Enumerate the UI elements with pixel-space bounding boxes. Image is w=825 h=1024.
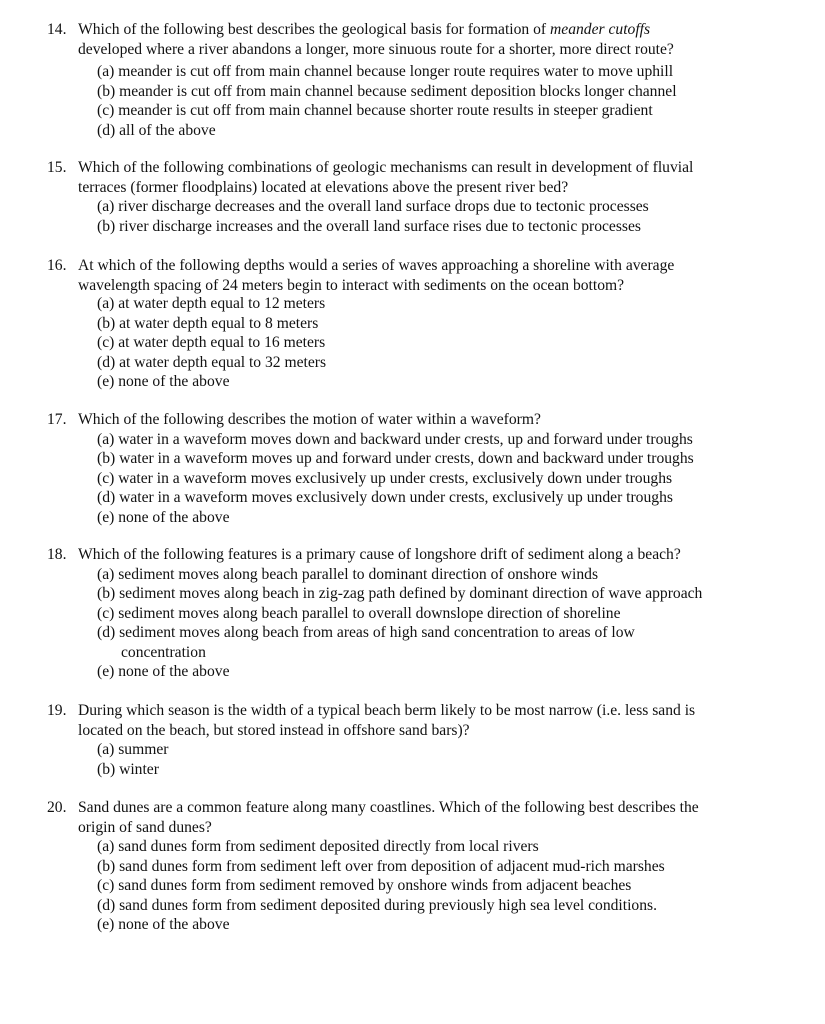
option-c: (c) sand dunes form from sediment removed by onshore winds from adjacent beaches bbox=[97, 877, 632, 894]
option-a: (a) sand dunes form from sediment deposited directly from local rivers bbox=[97, 838, 539, 855]
option-b: (b) sediment moves along beach in zig-zag path defined by dominant direction of wave approach bbox=[97, 585, 703, 602]
option-a: (a) summer bbox=[97, 741, 169, 758]
option-c: (c) meander is cut off from main channel because shorter route results in steeper gradient bbox=[97, 102, 653, 119]
question-stem-line2: terraces (former floodplains) located at elevations above the present river bed? bbox=[78, 178, 569, 196]
option-e: (e) none of the above bbox=[97, 663, 230, 680]
question-stem-line2: origin of sand dunes? bbox=[78, 818, 212, 836]
option-b: (b) river discharge increases and the overall land surface rises due to tectonic processes bbox=[97, 217, 641, 235]
question-stem-line1: Which of the following describes the motion of water within a waveform? bbox=[78, 411, 541, 428]
option-e: (e) none of the above bbox=[97, 373, 230, 390]
option-a: (a) meander is cut off from main channel because longer route requires water to move uphill bbox=[97, 63, 674, 80]
option-c: (c) sediment moves along beach parallel to overall downslope direction of shoreline bbox=[97, 604, 621, 622]
question-number: 14. bbox=[47, 21, 67, 38]
option-c: (c) at water depth equal to 16 meters bbox=[97, 334, 326, 351]
question-stem-line1: At which of the following depths would a series of waves approaching a shoreline with average bbox=[78, 257, 675, 274]
question-stem-emphasis: meander cutoffs bbox=[550, 21, 651, 38]
question-number: 17. bbox=[47, 411, 67, 428]
question-stem-line1: Sand dunes are a common feature along many coastlines. Which of the following best describes the bbox=[78, 799, 699, 816]
option-d-continuation: concentration bbox=[121, 643, 206, 661]
option-b: (b) at water depth equal to 8 meters bbox=[97, 314, 319, 332]
question-stem-line2: developed where a river abandons a longer, more sinuous route for a shorter, more direct route? bbox=[78, 40, 674, 58]
option-d: (d) sand dunes form from sediment deposited during previously high sea level conditions. bbox=[97, 896, 657, 914]
option-d: (d) all of the above bbox=[97, 121, 216, 139]
question-stem-text: Which of the following best describes the geological basis for formation of bbox=[78, 21, 551, 38]
option-c: (c) water in a waveform moves exclusively up under crests, exclusively down under troughs bbox=[97, 469, 673, 487]
option-d: (d) water in a waveform moves exclusively down under crests, exclusively up under troughs bbox=[97, 489, 673, 506]
question-stem-line2: located on the beach, but stored instead in offshore sand bars)? bbox=[78, 721, 470, 739]
option-d: (d) at water depth equal to 32 meters bbox=[97, 353, 327, 371]
question-stem-line1: Which of the following combinations of geologic mechanisms can result in development of fluvial bbox=[78, 159, 694, 176]
question-stem-line1: During which season is the width of a typical beach berm likely to be most narrow (i.e. less sand is bbox=[78, 702, 696, 719]
option-b: (b) winter bbox=[97, 760, 159, 778]
option-e: (e) none of the above bbox=[97, 508, 230, 526]
question-stem-line1 bbox=[78, 20, 650, 40]
question-stem-line2: wavelength spacing of 24 meters begin to interact with sediments on the ocean bottom? bbox=[78, 276, 625, 294]
question-number: 19. bbox=[47, 702, 67, 719]
question-stem-line1: Which of the following features is a primary cause of longshore drift of sediment along a beach? bbox=[78, 546, 681, 563]
question-number: 15. bbox=[47, 159, 67, 176]
option-b: (b) meander is cut off from main channel because sediment deposition blocks longer channel bbox=[97, 82, 677, 100]
question-number: 18. bbox=[47, 546, 67, 563]
option-a: (a) sediment moves along beach parallel to dominant direction of onshore winds bbox=[97, 565, 599, 583]
question-number: 20. bbox=[47, 799, 67, 816]
option-a: (a) water in a waveform moves down and backward under crests, up and forward under troughs bbox=[97, 430, 693, 448]
option-d: (d) sediment moves along beach from areas of high sand concentration to areas of low bbox=[97, 624, 635, 641]
option-b: (b) water in a waveform moves up and forward under crests, down and backward under troughs bbox=[97, 450, 694, 467]
option-b: (b) sand dunes form from sediment left over from deposition of adjacent mud-rich marshes bbox=[97, 857, 665, 875]
question-number: 16. bbox=[47, 257, 67, 274]
option-a: (a) at water depth equal to 12 meters bbox=[97, 295, 326, 312]
option-e: (e) none of the above bbox=[97, 916, 230, 933]
option-a: (a) river discharge decreases and the overall land surface drops due to tectonic processes bbox=[97, 198, 649, 215]
